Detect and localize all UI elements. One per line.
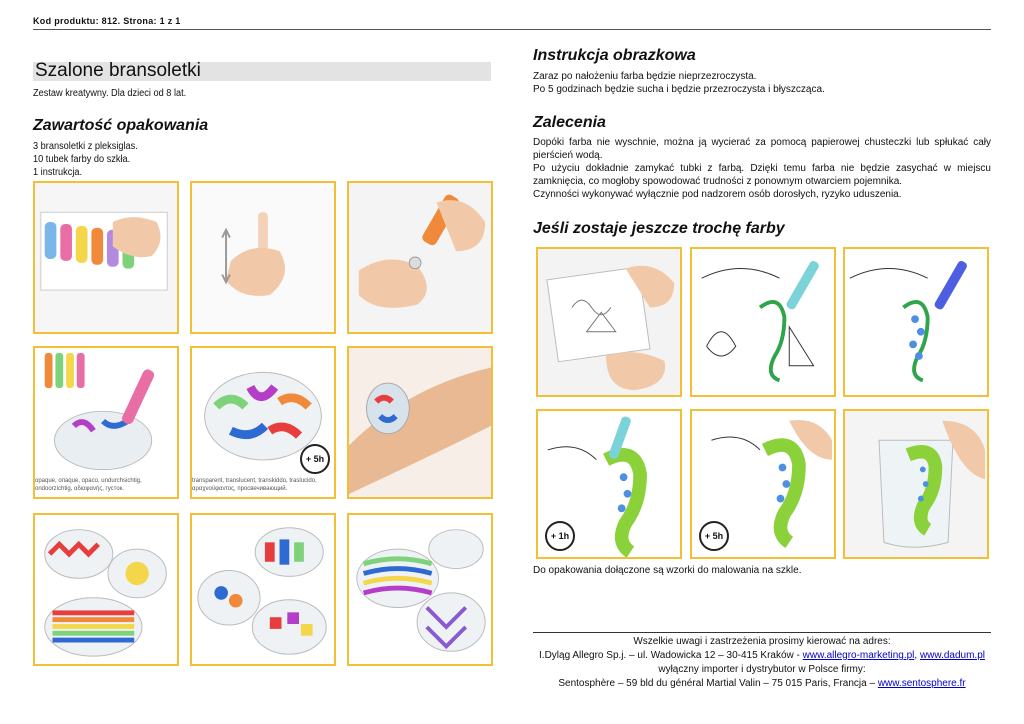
ring-on-finger-illustration bbox=[349, 348, 491, 497]
sentosphere-link[interactable]: www.sentosphere.fr bbox=[877, 678, 966, 689]
timer-5h-badge: + 5h bbox=[300, 444, 330, 474]
photo-open-tube bbox=[347, 181, 493, 334]
painted-ring-illustration bbox=[192, 348, 334, 497]
recommendations-text bbox=[533, 136, 991, 201]
seahorse-outline-illustration bbox=[692, 249, 834, 395]
photo-glass-pattern bbox=[536, 247, 682, 397]
rings-shapes-illustration bbox=[192, 515, 334, 664]
photo-seahorse-on-glass bbox=[843, 409, 989, 559]
photo-rings-shapes bbox=[190, 513, 336, 666]
photo-paint-tubes bbox=[33, 181, 179, 334]
subtitle: Zestaw kreatywny. Dla dzieci od 8 lat. bbox=[33, 88, 187, 99]
page-title: Szalone bransoletki bbox=[35, 60, 201, 81]
footer-address: I.Dyląg Allegro Sp.j. – ul. Wadowicka 12 – 30-415 Kraków - bbox=[539, 650, 803, 661]
photo-seahorse-outline bbox=[690, 247, 836, 397]
recommendations-heading: Zalecenia bbox=[533, 114, 606, 131]
photo-seahorse-dots bbox=[843, 247, 989, 397]
timer-5h-badge: + 5h bbox=[699, 521, 729, 551]
photo-ring-on-finger bbox=[347, 346, 493, 499]
painting-ring-illustration bbox=[35, 348, 177, 497]
shake-tube-illustration bbox=[192, 183, 334, 332]
caption-transparent: transparent, translucent, transkiddo, traslucido, αραχνοϋφαντος, просвечивающий. bbox=[192, 478, 317, 492]
allegro-marketing-link[interactable]: www.allegro-marketing.pl bbox=[802, 650, 915, 661]
contents-item: 1 instrukcja. bbox=[33, 167, 83, 178]
photo-rings-zigzag bbox=[33, 513, 179, 666]
rings-stripes-illustration bbox=[349, 515, 491, 664]
timer-1h-badge: + 1h bbox=[545, 521, 575, 551]
glass-pattern-illustration bbox=[538, 249, 680, 395]
instructions-line: Po 5 godzinach będzie sucha i będzie przezroczysta i błyszcząca. bbox=[533, 84, 825, 95]
photo-rings-stripes bbox=[347, 513, 493, 666]
photo-shake-tube bbox=[190, 181, 336, 334]
footer-contact bbox=[533, 635, 991, 691]
contents-item: 3 bransoletki z pleksiglas. bbox=[33, 141, 138, 152]
caption-opaque: opaque, опаque, opaco, undurchsichtig, ondoorzichtig, αδιαφανής, густок. bbox=[35, 478, 142, 492]
recommendation-item: Dopóki farba nie wyschnie, można ją wycierać za pomocą papierowej chusteczki lub spłukać cały pierścień wodą. bbox=[533, 137, 991, 161]
rings-zigzag-illustration bbox=[35, 515, 177, 664]
open-tube-illustration bbox=[349, 183, 491, 332]
recommendation-item: Czynności wykonywać wyłącznie pod nadzorem osób dorosłych, ryzyko uduszenia. bbox=[533, 189, 902, 200]
recommendation-item: Po użyciu dokładnie zamykać tubki z farbą. Dzięki temu farba nie będzie zasychać w miejscu zamknięcia, co mogłoby spowodować trudności z ponownym otwarciem pojemnika. bbox=[533, 163, 991, 187]
instructions-text bbox=[533, 70, 825, 96]
contents-list bbox=[33, 140, 138, 179]
dadum-link[interactable]: www.dadum.pl bbox=[919, 650, 985, 661]
footer-line-2 bbox=[533, 649, 991, 663]
footer-line-1: Wszelkie uwagi i zastrzeżenia prosimy kierować na adres: bbox=[633, 636, 891, 647]
instructions-heading: Instrukcja obrazkowa bbox=[533, 47, 696, 64]
footer-line-4 bbox=[533, 677, 991, 691]
leftover-paint-heading: Jeśli zostaje jeszcze trochę farby bbox=[533, 220, 785, 237]
footer-line-3: wyłączny importer i dystrybutor w Polsce firmy: bbox=[658, 664, 866, 675]
contents-heading: Zawartość opakowania bbox=[33, 117, 209, 134]
contents-item: 10 tubek farby do szkła. bbox=[33, 154, 131, 165]
patterns-note: Do opakowania dołączone są wzorki do malowania na szkle. bbox=[533, 565, 802, 576]
seahorse-on-glass-illustration bbox=[845, 411, 987, 557]
paint-tubes-illustration bbox=[35, 183, 177, 332]
product-code-header: Kod produktu: 812. Strona: 1 z 1 bbox=[33, 16, 181, 26]
header-divider bbox=[33, 29, 991, 30]
instructions-line: Zaraz po nałożeniu farba będzie nieprzezroczysta. bbox=[533, 71, 757, 82]
footer-separator: , bbox=[914, 650, 920, 661]
seahorse-dots-illustration bbox=[845, 249, 987, 395]
footer-manufacturer-address: Sentosphère – 59 bld du général Martial Valin – 75 015 Paris, Francja – bbox=[558, 678, 878, 689]
footer-divider bbox=[533, 632, 991, 633]
